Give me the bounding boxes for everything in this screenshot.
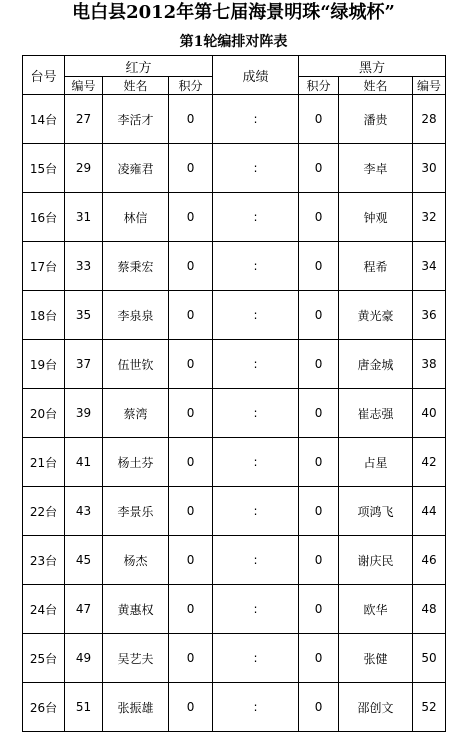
table-row [23, 193, 446, 242]
table-row [23, 585, 446, 634]
red-number-cell: 41 [65, 438, 103, 487]
red-name-cell: 杨土芬 [103, 438, 169, 487]
table-number-cell: 19台 [23, 340, 65, 389]
black-name-cell: 唐金城 [339, 340, 413, 389]
header-black-side: 黑方 [299, 56, 446, 77]
table-row [23, 389, 446, 438]
header-result: 成绩 [213, 56, 299, 95]
header-table-no: 台号 [23, 56, 65, 95]
black-number-cell: 52 [413, 683, 446, 732]
red-score-cell: 0 [169, 438, 213, 487]
table-number-cell: 15台 [23, 144, 65, 193]
red-score-cell: 0 [169, 585, 213, 634]
red-score-cell: 0 [169, 193, 213, 242]
document-title: 电白县2012年第七届海景明珠“绿城杯” [72, 2, 395, 23]
red-name-cell: 伍世钦 [103, 340, 169, 389]
red-name-cell: 林信 [103, 193, 169, 242]
red-score-cell: 0 [169, 683, 213, 732]
result-cell: : [213, 634, 299, 683]
black-name-cell: 谢庆民 [339, 536, 413, 585]
table-number-cell: 16台 [23, 193, 65, 242]
result-cell: : [213, 487, 299, 536]
header-red-side: 红方 [65, 56, 213, 77]
black-number-cell: 48 [413, 585, 446, 634]
table-row [23, 340, 446, 389]
black-number-cell: 38 [413, 340, 446, 389]
table-row [23, 144, 446, 193]
black-number-cell: 36 [413, 291, 446, 340]
red-number-cell: 37 [65, 340, 103, 389]
red-name-cell: 李活才 [103, 95, 169, 144]
result-cell: : [213, 389, 299, 438]
red-number-cell: 43 [65, 487, 103, 536]
table-row [23, 683, 446, 732]
red-name-cell: 凌雍君 [103, 144, 169, 193]
table-number-cell: 24台 [23, 585, 65, 634]
black-number-cell: 32 [413, 193, 446, 242]
red-score-cell: 0 [169, 487, 213, 536]
black-name-cell: 邵创文 [339, 683, 413, 732]
black-score-cell: 0 [299, 683, 339, 732]
red-score-cell: 0 [169, 291, 213, 340]
red-name-cell: 黄惠权 [103, 585, 169, 634]
red-score-cell: 0 [169, 242, 213, 291]
pairing-table [22, 55, 446, 732]
header-red-name: 姓名 [103, 77, 169, 95]
black-name-cell: 项鸿飞 [339, 487, 413, 536]
black-name-cell: 潘贵 [339, 95, 413, 144]
black-score-cell: 0 [299, 536, 339, 585]
result-cell: : [213, 95, 299, 144]
header-black-name: 姓名 [339, 77, 413, 95]
red-score-cell: 0 [169, 144, 213, 193]
document-subtitle: 第1轮编排对阵表 [179, 34, 288, 50]
table-number-cell: 23台 [23, 536, 65, 585]
black-score-cell: 0 [299, 340, 339, 389]
table-number-cell: 26台 [23, 683, 65, 732]
result-cell: : [213, 144, 299, 193]
black-score-cell: 0 [299, 144, 339, 193]
black-score-cell: 0 [299, 438, 339, 487]
header-red-number: 编号 [65, 77, 103, 95]
red-number-cell: 47 [65, 585, 103, 634]
table-row [23, 95, 446, 144]
red-number-cell: 27 [65, 95, 103, 144]
red-name-cell: 杨杰 [103, 536, 169, 585]
black-name-cell: 黄光豪 [339, 291, 413, 340]
red-number-cell: 45 [65, 536, 103, 585]
red-name-cell: 蔡湾 [103, 389, 169, 438]
red-score-cell: 0 [169, 95, 213, 144]
table-row [23, 487, 446, 536]
black-name-cell: 占星 [339, 438, 413, 487]
result-cell: : [213, 585, 299, 634]
black-number-cell: 42 [413, 438, 446, 487]
red-name-cell: 蔡秉宏 [103, 242, 169, 291]
black-number-cell: 46 [413, 536, 446, 585]
black-number-cell: 50 [413, 634, 446, 683]
table-number-cell: 18台 [23, 291, 65, 340]
result-cell: : [213, 193, 299, 242]
red-number-cell: 31 [65, 193, 103, 242]
black-score-cell: 0 [299, 291, 339, 340]
black-name-cell: 李卓 [339, 144, 413, 193]
black-number-cell: 34 [413, 242, 446, 291]
black-score-cell: 0 [299, 487, 339, 536]
black-name-cell: 张健 [339, 634, 413, 683]
table-row [23, 536, 446, 585]
table-row [23, 242, 446, 291]
header-black-score: 积分 [299, 77, 339, 95]
result-cell: : [213, 683, 299, 732]
table-number-cell: 22台 [23, 487, 65, 536]
red-number-cell: 49 [65, 634, 103, 683]
black-score-cell: 0 [299, 95, 339, 144]
black-number-cell: 44 [413, 487, 446, 536]
red-score-cell: 0 [169, 536, 213, 585]
black-number-cell: 40 [413, 389, 446, 438]
header-red-score: 积分 [169, 77, 213, 95]
red-score-cell: 0 [169, 634, 213, 683]
result-cell: : [213, 536, 299, 585]
black-name-cell: 程希 [339, 242, 413, 291]
result-cell: : [213, 438, 299, 487]
red-number-cell: 51 [65, 683, 103, 732]
black-name-cell: 崔志强 [339, 389, 413, 438]
black-number-cell: 28 [413, 95, 446, 144]
black-score-cell: 0 [299, 193, 339, 242]
table-row [23, 291, 446, 340]
table-number-cell: 25台 [23, 634, 65, 683]
red-name-cell: 李泉泉 [103, 291, 169, 340]
table-row [23, 634, 446, 683]
red-name-cell: 吴艺夫 [103, 634, 169, 683]
black-score-cell: 0 [299, 585, 339, 634]
result-cell: : [213, 242, 299, 291]
black-score-cell: 0 [299, 242, 339, 291]
red-score-cell: 0 [169, 389, 213, 438]
red-name-cell: 李景乐 [103, 487, 169, 536]
table-row [23, 438, 446, 487]
table-number-cell: 14台 [23, 95, 65, 144]
pairing-rows [23, 95, 446, 732]
result-cell: : [213, 340, 299, 389]
red-number-cell: 33 [65, 242, 103, 291]
red-score-cell: 0 [169, 340, 213, 389]
black-score-cell: 0 [299, 634, 339, 683]
black-name-cell: 钟观 [339, 193, 413, 242]
table-number-cell: 21台 [23, 438, 65, 487]
black-number-cell: 30 [413, 144, 446, 193]
table-number-cell: 17台 [23, 242, 65, 291]
result-cell: : [213, 291, 299, 340]
red-number-cell: 29 [65, 144, 103, 193]
black-score-cell: 0 [299, 389, 339, 438]
header-black-number: 编号 [413, 77, 446, 95]
red-number-cell: 35 [65, 291, 103, 340]
black-name-cell: 欧华 [339, 585, 413, 634]
red-number-cell: 39 [65, 389, 103, 438]
table-number-cell: 20台 [23, 389, 65, 438]
red-name-cell: 张振雄 [103, 683, 169, 732]
